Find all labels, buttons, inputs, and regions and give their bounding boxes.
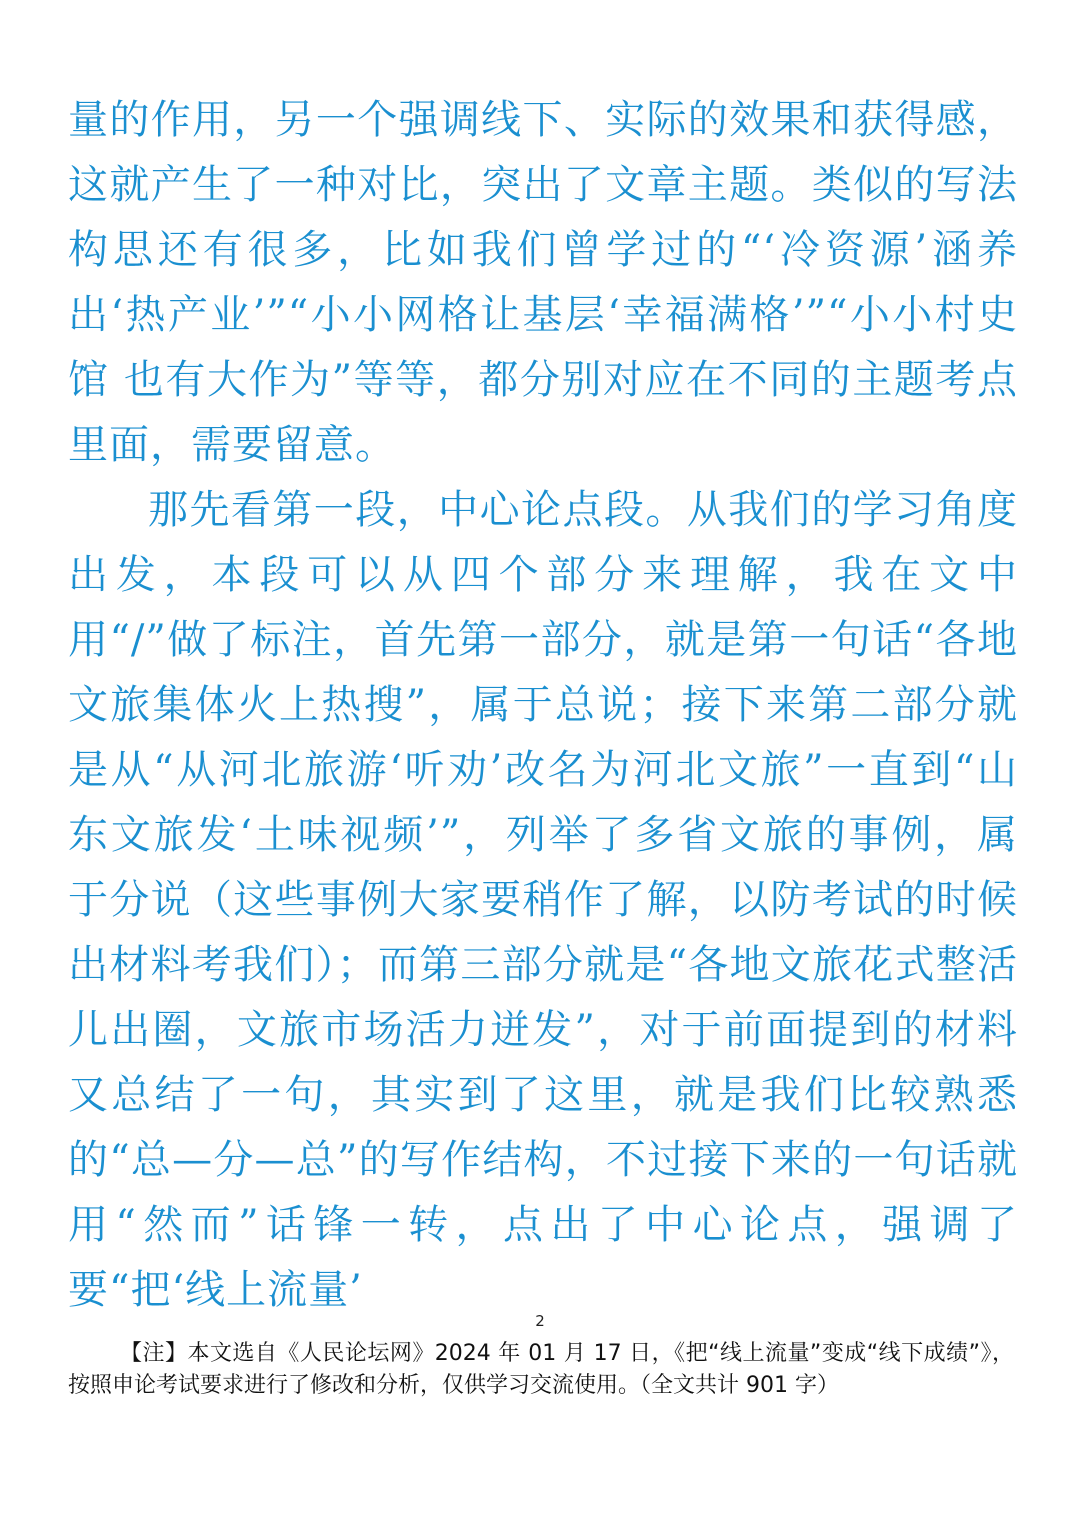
paragraph-1: 量的作用，另一个强调线下、实际的效果和获得感，这就产生了一种对比，突出了文章主题。类似的写法构思还有很多，比如我们曾学过的“‘冷资源’涵养出‘热产业’”“小小网格让基层‘幸福满格’”“小小村史馆 也有大作为”等等，都分别对应在不同的主题考点里面，需要留意。 [68, 97, 1018, 468]
article-body [68, 88, 1018, 1323]
page-number: 2 [535, 1312, 545, 1330]
paragraph-2: 那先看第一段，中心论点段。从我们的学习角度出发，本段可以从四个部分来理解，我在文中用“/”做了标注，首先第一部分，就是第一句话“各地文旅集体火上热搜”，属于总说；接下来第二部分就是从“从河北旅游‘听劝’改名为河北文旅”一直到“山东文旅发‘土味视频’”，列举了多省文旅的事例，属于分说（这些事例大家要稍作了解，以防考试的时候出材料考我们）；而第三部分就是“各地文旅花式整活儿出圈，文旅市场活力迸发”，对于前面提到的材料又总结了一句，其实到了这里，就是我们比较熟悉的“总—分—总”的写作结构，不过接下来的一句话就用“然而”话锋一转，点出了中心论点，强调了要“把‘线上流量’ [68, 487, 1018, 1313]
source-note: 【注】本文选自《人民论坛网》2024 年 01 月 17 日，《把“线上流量”变成“线下成绩”》，按照申论考试要求进行了修改和分析，仅供学习交流使用。（全文共计 901 字） [68, 1341, 1014, 1398]
